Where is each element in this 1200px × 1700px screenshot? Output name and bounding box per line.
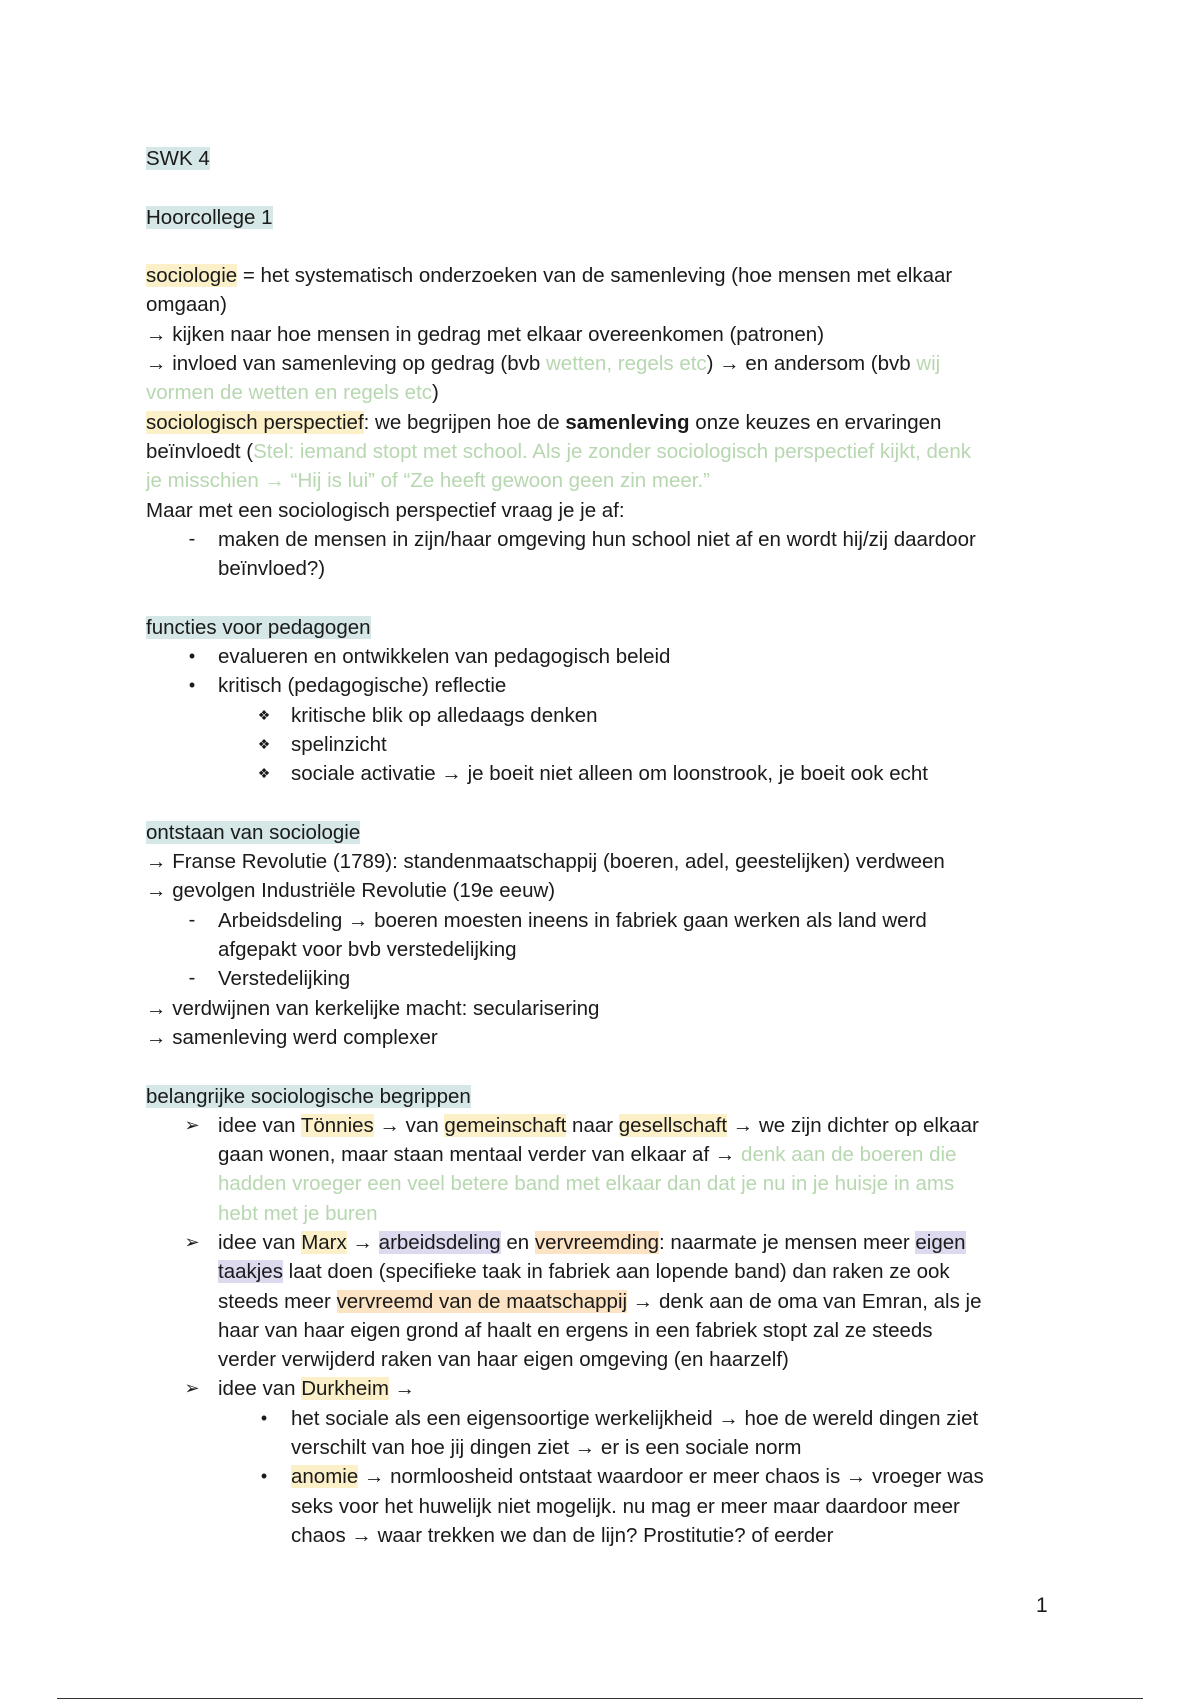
list-item-marx: ➢ idee van Marx → arbeidsdeling en vervreemding: naarmate je mensen meer eigen taakjes laat doen (specifieke taak in fabriek aan lopende band) dan raken ze ook steeds meer vervreemd van de maatschappij → denk aan de oma van Emran, als je haar van haar eigen grond af haalt en ergens in een fabriek stopt zal ze steeds verder verwijderd raken van haar eigen omgeving (en haarzelf) bbox=[146, 1228, 1046, 1374]
text-line: → samenleving werd complexer bbox=[146, 1025, 438, 1049]
section-heading: ontstaan van sociologie bbox=[146, 820, 361, 844]
dash-icon: - bbox=[188, 967, 196, 990]
list-item: ❖ spelinzicht bbox=[146, 730, 1046, 759]
definition-sociologie: sociologie = het systematisch onderzoeken van de samenleving (hoe mensen met elkaar bbox=[146, 264, 953, 288]
diamond-icon: ❖ bbox=[257, 765, 271, 782]
document-body bbox=[146, 144, 1046, 1550]
document-title: SWK 4 bbox=[146, 147, 210, 170]
text-line: → gevolgen Industriële Revolutie (19e eeuw) bbox=[146, 879, 556, 903]
page-divider bbox=[57, 1698, 1143, 1699]
list-item: ❖ sociale activatie → je boeit niet alleen om loonstrook, je boeit ook echt bbox=[146, 759, 1046, 788]
bullet-icon: • bbox=[260, 1407, 268, 1428]
term-sociologisch-perspectief: sociologisch perspectief bbox=[146, 410, 364, 434]
text-line: → verdwijnen van kerkelijke macht: secularisering bbox=[146, 996, 600, 1020]
term-anomie: anomie bbox=[291, 1465, 359, 1489]
list-item: - Verstedelijking bbox=[146, 964, 1046, 993]
list-item: • het sociale als een eigensoortige werkelijkheid → hoe de wereld dingen ziet verschilt van hoe jij dingen ziet → er is een sociale norm bbox=[146, 1404, 1046, 1463]
term-sociologie: sociologie bbox=[146, 264, 238, 288]
diamond-icon: ❖ bbox=[257, 706, 271, 723]
text-line: → invloed van samenleving op gedrag (bvb wetten, regels etc) → en andersom (bvb wij bbox=[146, 352, 941, 376]
bullet-icon: • bbox=[260, 1466, 268, 1487]
list-item-tonnies: ➢ idee van Tönnies → van gemeinschaft naar gesellschaft → we zijn dichter op elkaar gaan wonen, maar staan mentaal verder van elkaar af → denk aan de boeren die hadden vroeger een veel betere band met elkaar dan dat je nu in je huisje in ams hebt met je buren bbox=[146, 1111, 1046, 1228]
text-line: → kijken naar hoe mensen in gedrag met elkaar overeenkomen (patronen) bbox=[146, 322, 825, 346]
list-item: - maken de mensen in zijn/haar omgeving hun school niet af en wordt hij/zij daardoor beïnvloed?) bbox=[146, 525, 1046, 584]
diamond-icon: ❖ bbox=[257, 735, 271, 752]
list-item: • kritisch (pedagogische) reflectie bbox=[146, 671, 1046, 700]
dash-icon: - bbox=[188, 908, 196, 931]
arrow-bullet-icon: ➢ bbox=[184, 1114, 200, 1135]
arrow-bullet-icon: ➢ bbox=[184, 1378, 200, 1399]
list-item: ❖ kritische blik op alledaags denken bbox=[146, 701, 1046, 730]
section-heading: belangrijke sociologische begrippen bbox=[146, 1084, 471, 1108]
list-item-durkheim: ➢ idee van Durkheim → bbox=[146, 1374, 1046, 1403]
list-item: • evalueren en ontwikkelen van pedagogisch beleid bbox=[146, 642, 1046, 671]
arrow-bullet-icon: ➢ bbox=[184, 1231, 200, 1252]
definition-perspectief: sociologisch perspectief: we begrijpen hoe de samenleving onze keuzes en ervaringen bbox=[146, 410, 942, 434]
example-line: je misschien → “Hij is lui” of “Ze heeft gewoon geen zin meer.” bbox=[146, 469, 710, 493]
bullet-icon: • bbox=[188, 646, 196, 667]
text-line: beïnvloedt (Stel: iemand stopt met school. Als je zonder sociologisch perspectief kijkt, denk bbox=[146, 439, 971, 463]
bullet-icon: • bbox=[188, 675, 196, 696]
dash-icon: - bbox=[188, 527, 196, 550]
text-line: Maar met een sociologisch perspectief vraag je je af: bbox=[146, 498, 625, 522]
list-item: - Arbeidsdeling → boeren moesten ineens in fabriek gaan werken als land werd afgepakt voor bvb verstedelijking bbox=[146, 906, 1046, 965]
page-number: 1 bbox=[1036, 1594, 1048, 1617]
text-line: omgaan) bbox=[146, 293, 227, 317]
list-item: • anomie → normloosheid ontstaat waardoor er meer chaos is → vroeger was seks voor het huwelijk niet mogelijk. nu mag er meer maar daardoor meer chaos → waar trekken we dan de lijn? Prostitutie? of eerder bbox=[146, 1462, 1046, 1550]
section-heading: functies voor pedagogen bbox=[146, 615, 371, 639]
text-line: → Franse Revolutie (1789): standenmaatschappij (boeren, adel, geestelijken) verdween bbox=[146, 850, 945, 874]
text-line: vormen de wetten en regels etc) bbox=[146, 381, 439, 405]
document-subtitle: Hoorcollege 1 bbox=[146, 205, 273, 229]
